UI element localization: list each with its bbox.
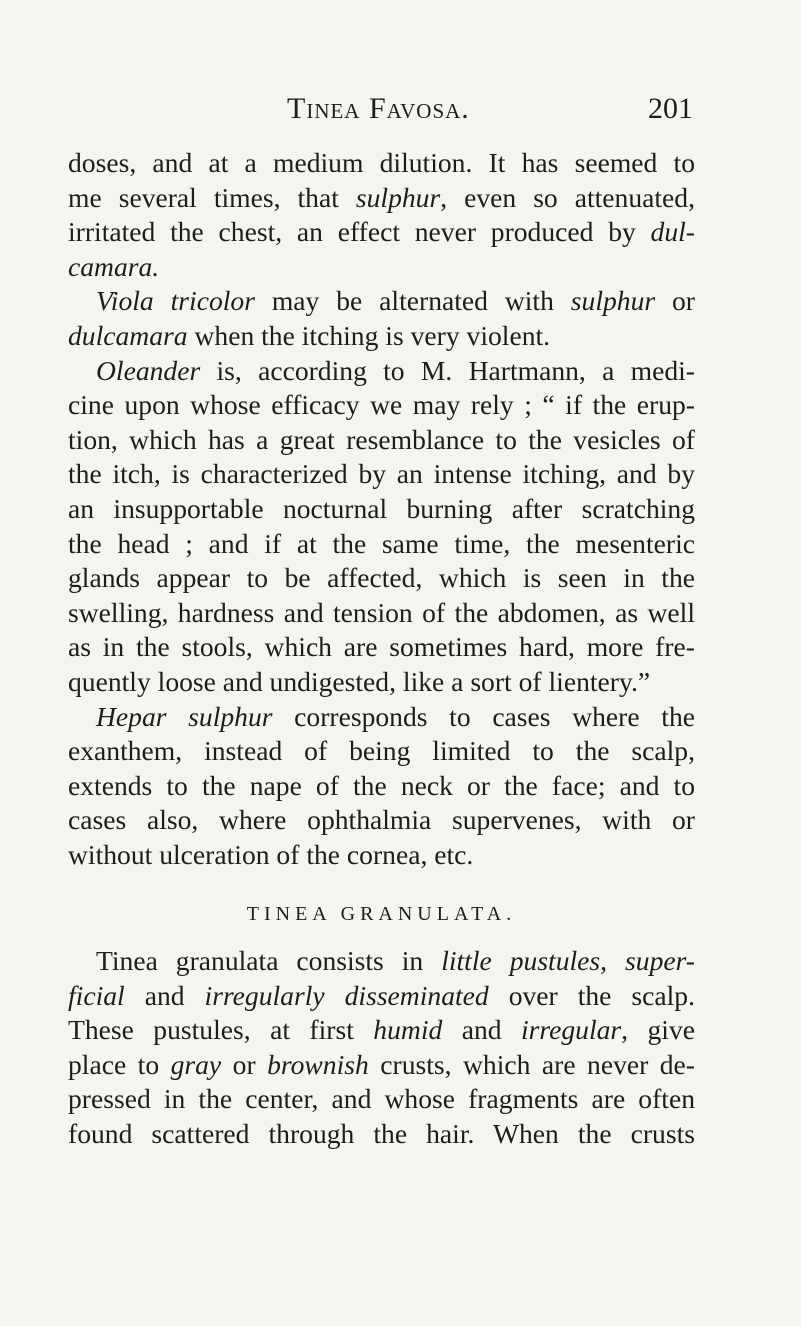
text-span: or xyxy=(221,1048,268,1080)
text-line: glands appear to be affected, which is seen in the xyxy=(68,562,695,594)
text-line xyxy=(68,215,695,250)
text-line xyxy=(68,146,695,181)
text-span: may be alternated with xyxy=(254,285,571,317)
page-number: 201 xyxy=(648,92,693,125)
text-span: or xyxy=(655,285,696,317)
text-span: These pustules, at first xyxy=(68,1014,374,1046)
italic-term: Oleander xyxy=(96,354,201,386)
text-span: and xyxy=(124,979,205,1011)
italic-term: gray xyxy=(170,1048,222,1080)
text-span: over the scalp. xyxy=(488,979,696,1011)
text-line: quently loose and undigested, like a sort of lientery.” xyxy=(68,665,651,697)
text-line xyxy=(96,354,695,389)
paragraph-hepar-sulphur xyxy=(68,700,695,735)
italic-term: camara. xyxy=(68,250,160,282)
paragraph-oleander-cont xyxy=(68,388,695,699)
page-header xyxy=(287,92,693,132)
text-line xyxy=(68,1013,695,1048)
text-span: corresponds to cases where the xyxy=(272,700,695,732)
text-line: as in the stools, which are sometimes hard, more fre- xyxy=(68,631,695,663)
text-line xyxy=(68,979,695,1014)
text-span: is, according to M. Hartmann, a medi- xyxy=(200,354,695,386)
italic-term: Hepar sulphur xyxy=(96,700,273,732)
italic-term: irregular xyxy=(520,1014,622,1046)
italic-term: irregularly disseminated xyxy=(204,979,489,1011)
running-title: Tinea Favosa. xyxy=(287,92,470,125)
text-span: place to xyxy=(68,1048,171,1080)
text-span: and xyxy=(442,1014,521,1046)
italic-term: brownish xyxy=(267,1048,369,1080)
text-span: , even so attenuated, xyxy=(440,181,695,213)
text-line: an insupportable nocturnal burning after scratching xyxy=(68,492,695,524)
text-span: , give xyxy=(621,1014,695,1046)
text-line xyxy=(96,284,695,319)
text-span: crusts, which are never de- xyxy=(368,1048,695,1080)
text-line: tion, which has a great resemblance to the vesicles of xyxy=(68,423,695,455)
italic-term: Viola tricolor xyxy=(96,285,255,317)
body-text xyxy=(68,146,695,1152)
text-span: , xyxy=(600,945,626,977)
text-line: cases also, where ophthalmia supervenes, with or xyxy=(68,804,695,836)
text-span: doses, and at a medium dilution. It has seemed to xyxy=(68,147,695,178)
paragraph-doses xyxy=(68,146,695,284)
italic-term: little pustules xyxy=(441,945,601,977)
text-line xyxy=(68,319,695,354)
text-line: the itch, is characterized by an intense itching, and by xyxy=(68,458,695,490)
paragraph-hepar-sulphur-cont xyxy=(68,734,695,872)
italic-term: ficial xyxy=(68,979,125,1011)
text-line: without ulceration of the cornea, etc. xyxy=(68,838,474,870)
text-line: extends to the nape of the neck or the face; and to xyxy=(68,769,695,801)
italic-term: humid xyxy=(373,1014,443,1046)
paragraph-tinea-granulata xyxy=(68,944,695,979)
text-line: pressed in the center, and whose fragments are often xyxy=(68,1083,695,1115)
paragraph-oleander xyxy=(68,354,695,389)
italic-term: dul- xyxy=(650,216,695,248)
text-line: exanthem, instead of being limited to the scalp, xyxy=(68,735,695,767)
italic-term: super- xyxy=(625,945,695,977)
text-line: cine upon whose efficacy we may rely ; “ if the erup- xyxy=(68,389,695,421)
text-line xyxy=(68,1048,695,1083)
italic-term: dulcamara xyxy=(68,319,188,351)
text-span: Tinea granulata consists in xyxy=(96,945,442,977)
paragraph-viola-tricolor xyxy=(68,284,695,319)
italic-term: sulphur xyxy=(355,181,441,213)
section-heading: TINEA GRANULATA. xyxy=(246,903,517,926)
text-line: found scattered through the hair. When the crusts xyxy=(68,1118,695,1150)
text-line xyxy=(68,181,695,216)
text-line xyxy=(96,944,695,979)
text-span: when the itching is very violent. xyxy=(187,319,551,351)
paragraph-viola-tricolor-cont xyxy=(68,319,695,354)
text-line: swelling, hardness and tension of the abdomen, as well xyxy=(68,596,695,628)
text-line: the head ; and if at the same time, the mesenteric xyxy=(68,527,695,559)
text-span: me several times, that xyxy=(68,181,356,213)
text-line xyxy=(68,250,695,285)
paragraph-tinea-granulata-cont xyxy=(68,979,695,1152)
text-span: irritated the chest, an effect never produced by xyxy=(68,216,651,248)
text-line xyxy=(96,700,695,735)
italic-term: sulphur xyxy=(570,285,656,317)
